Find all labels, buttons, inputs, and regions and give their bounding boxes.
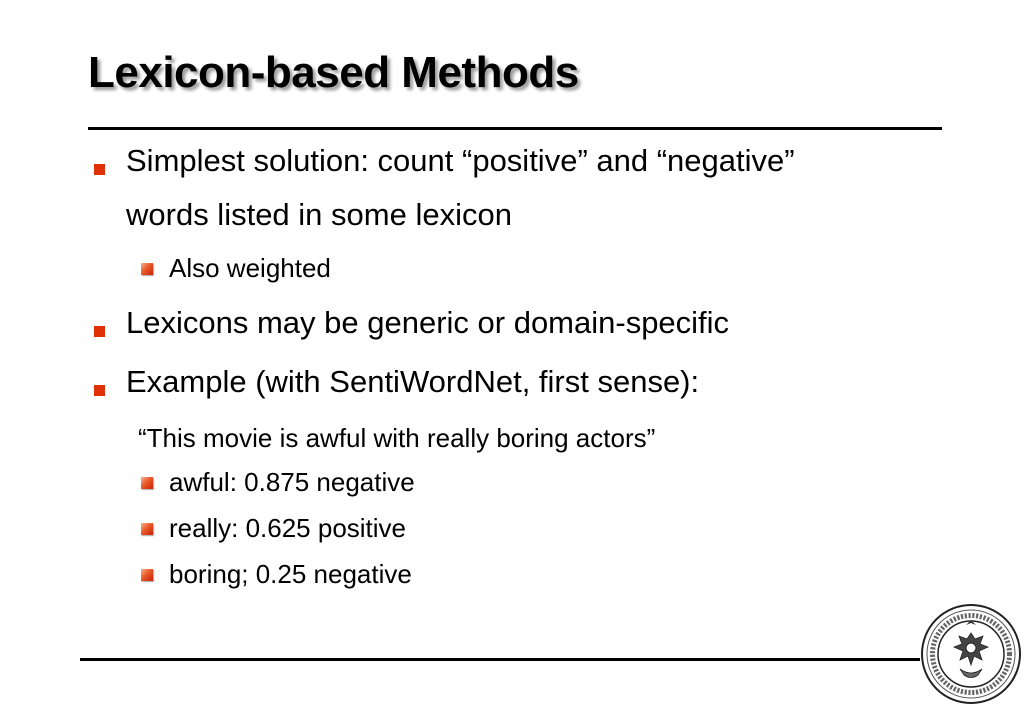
sub-bullet-text: Also weighted — [169, 253, 331, 283]
sub-bullet-text: boring; 0.25 negative — [169, 559, 412, 589]
bullet-text: Lexicons may be generic or domain-specific — [126, 305, 730, 340]
bullet-marker — [94, 326, 105, 337]
sub-bullet-text: really: 0.625 positive — [169, 513, 407, 543]
footer-divider — [80, 658, 920, 661]
bullet-marker — [94, 385, 105, 396]
bullet-text: Example (with SentiWordNet, first sense): — [126, 364, 700, 399]
bullet-text-line: words listed in some lexicon — [126, 197, 512, 232]
sub-bullet-marker — [141, 477, 153, 489]
bullet-marker — [94, 164, 105, 175]
example-sentence: “This movie is awful with really boring actors” — [138, 423, 656, 453]
university-seal-icon — [920, 603, 1022, 705]
bullet-text-line: Simplest solution: count “positive” and “negative” — [126, 143, 795, 178]
sub-bullet-marker — [141, 569, 153, 581]
slide-title: Lexicon-based Methods — [88, 48, 579, 97]
sub-bullet-text: awful: 0.875 negative — [169, 467, 415, 497]
sub-bullet-marker — [141, 523, 153, 535]
sub-bullet-marker — [141, 263, 153, 275]
